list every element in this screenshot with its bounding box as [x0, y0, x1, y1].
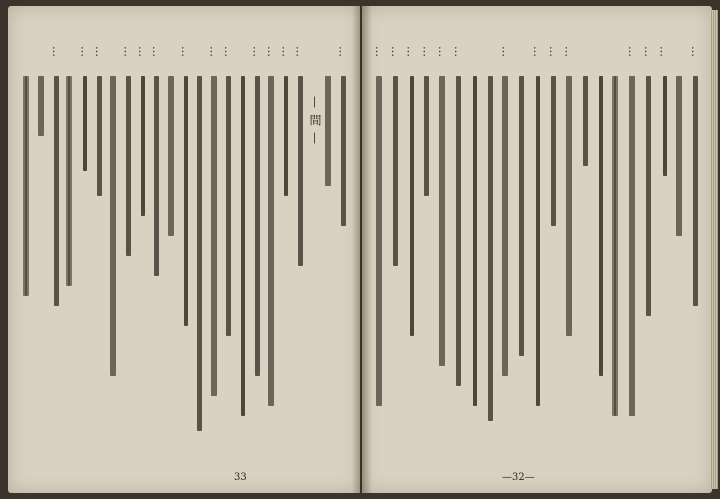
script-line: [178, 36, 192, 456]
dialogue-text: [676, 76, 682, 236]
speaker-name: …: [293, 45, 307, 57]
dialogue-text: [583, 76, 588, 166]
dialogue-text: [268, 76, 274, 406]
dialogue-text: [566, 76, 572, 336]
speaker-name: …: [546, 45, 560, 57]
dialogue-text: [410, 76, 414, 336]
speaker-name: …: [49, 45, 63, 57]
dialogue-text: [629, 76, 635, 416]
dialogue-text: [141, 76, 145, 216]
script-line: [372, 36, 384, 456]
speaker-name: …: [150, 45, 164, 57]
speaker-name: …: [264, 45, 278, 57]
stage-direction: [20, 36, 30, 456]
script-line: [562, 36, 574, 456]
dialogue-text: [97, 76, 102, 196]
script-line: [121, 36, 135, 456]
page-number: 33: [234, 472, 247, 483]
dialogue-text: [325, 76, 331, 186]
script-line: [77, 36, 92, 456]
dialogue-text: [38, 76, 44, 136]
speaker-name: …: [279, 45, 293, 57]
dialogue-text: [424, 76, 429, 196]
pause-marker: —間—: [307, 96, 322, 150]
script-line: [672, 36, 684, 456]
script-line: [92, 36, 106, 456]
speaker-name: …: [641, 45, 655, 57]
script-line: [49, 36, 63, 456]
speaker-name: …: [625, 45, 639, 57]
stage-direction: [307, 36, 322, 456]
speaker-name: …: [207, 45, 221, 57]
left-page: [8, 6, 360, 493]
speaker-name: …: [372, 45, 386, 57]
dialogue-text: [519, 76, 524, 356]
speaker-name: …: [388, 45, 402, 57]
dialogue-text: [551, 76, 556, 226]
dialogue-text: [488, 76, 493, 421]
script-line: [593, 36, 605, 456]
script-line: [164, 36, 174, 456]
page-edges: [710, 10, 718, 489]
script-line: [135, 36, 149, 456]
script-line: [530, 36, 545, 456]
dialogue-text: [211, 76, 217, 396]
script-line: [192, 36, 202, 456]
stage-direction: [63, 36, 73, 456]
script-line: [514, 36, 526, 456]
page-number: —32—: [502, 472, 535, 483]
dialogue-text: [110, 76, 116, 376]
dialogue-text: [599, 76, 603, 376]
dialogue-text: [226, 76, 231, 336]
dialogue-text: [126, 76, 131, 256]
dialogue-text: [241, 76, 245, 416]
speaker-name: …: [531, 45, 545, 57]
dialogue-text: [693, 76, 698, 306]
dialogue-text: [456, 76, 461, 386]
script-line: [235, 36, 245, 456]
dialogue-text: [439, 76, 445, 366]
dialogue-text: [197, 76, 202, 431]
script-line: [404, 36, 416, 456]
script-line: [451, 36, 463, 456]
left-page-columns: [20, 36, 350, 456]
script-line: [467, 36, 479, 456]
dialogue-text: [341, 76, 346, 226]
speaker-name: …: [135, 45, 149, 57]
speaker-name: …: [221, 45, 235, 57]
script-line: [688, 36, 703, 456]
script-line: [435, 36, 450, 456]
script-line: [483, 36, 495, 456]
script-line: [498, 36, 513, 456]
script-line: [264, 36, 278, 456]
dialogue-text: [184, 76, 188, 326]
speaker-name: …: [178, 45, 192, 57]
speaker-name: …: [689, 45, 703, 57]
dialogue-text: [502, 76, 508, 376]
dialogue-text: [83, 76, 87, 171]
stage-direction: [609, 36, 621, 456]
speaker-name: …: [436, 45, 450, 57]
script-line: [419, 36, 434, 456]
speaker-name: …: [250, 45, 264, 57]
script-line: [657, 36, 669, 456]
dialogue-text: [663, 76, 667, 176]
script-line: [578, 36, 590, 456]
speaker-name: …: [336, 45, 350, 57]
dialogue-text: [54, 76, 59, 306]
script-line: [641, 36, 653, 456]
right-page-columns: [372, 36, 703, 456]
speaker-name: …: [657, 45, 671, 57]
script-line: [278, 36, 293, 456]
script-line: [221, 36, 235, 456]
script-line: [34, 36, 44, 456]
dialogue-text: [393, 76, 398, 266]
script-line: [106, 36, 116, 456]
script-line: [250, 36, 264, 456]
speaker-name: …: [499, 45, 513, 57]
dialogue-text: [298, 76, 303, 266]
dialogue-text: [646, 76, 651, 316]
script-line: [293, 36, 307, 456]
right-page: [362, 6, 712, 493]
script-line: [546, 36, 558, 456]
script-line: [625, 36, 637, 456]
dialogue-text: [284, 76, 288, 196]
speaker-name: …: [92, 45, 106, 57]
script-line: [149, 36, 164, 456]
dialogue-text: [536, 76, 540, 406]
script-line: [388, 36, 400, 456]
speaker-name: …: [562, 45, 576, 57]
speaker-name: …: [404, 45, 418, 57]
dialogue-text: [376, 76, 382, 406]
speaker-name: …: [78, 45, 92, 57]
speaker-name: …: [452, 45, 465, 57]
dialogue-text: [168, 76, 174, 236]
dialogue-text: [154, 76, 159, 276]
script-line: [336, 36, 350, 456]
script-line: [207, 36, 221, 456]
dialogue-text: [255, 76, 260, 376]
speaker-name: …: [420, 45, 434, 57]
speaker-name: …: [121, 45, 135, 57]
dialogue-text: [473, 76, 477, 406]
